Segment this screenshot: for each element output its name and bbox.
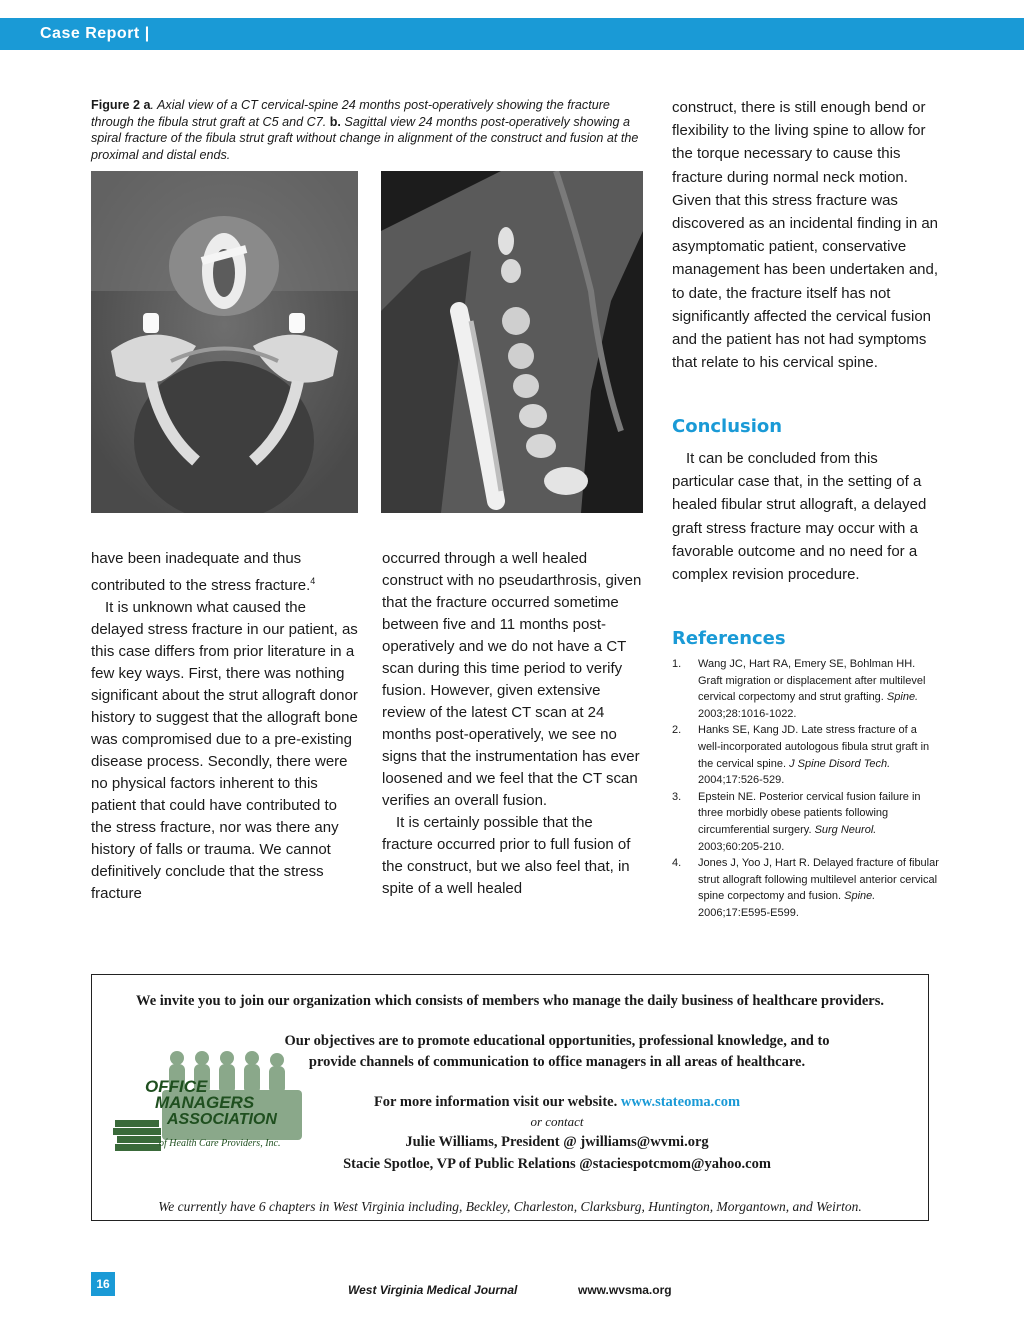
reference-citation: 2003;28:1016-1022. <box>698 707 797 720</box>
reference-citation: 2004;17:526-529. <box>698 774 785 787</box>
conclusion-body <box>672 447 932 586</box>
col1-paragraph-2: It is unknown what caused the delayed stress fracture in our patient, as this case differs from prior literature in a few key ways. First, there was nothing significant about the strut allograft donor history to suggest that the allograft bone was compromised due to a pre-existing disease process. Secondly, there were no physical factors inherent to this patient that could have contributed to the stress fracture, nor was there any history of falls or trauma. We cannot definitively conclude that the stress fracture <box>91 599 358 902</box>
reference-citation: 2006;17:E595-E599. <box>698 906 799 919</box>
caption-text-b: Sagittal view 24 months post-operatively showing a spiral fracture of the fibula strut graft without change in alignment of the construct and fusion at the proximal and distal ends. <box>91 114 639 162</box>
reference-journal: Surg Neurol. <box>814 823 877 836</box>
reference-journal: J Spine Disord Tech. <box>789 757 891 770</box>
reference-text: Epstein NE. Posterior cervical fusion failure in three morbidly obese patients following circumferential surgery. <box>698 790 921 836</box>
ad-objectives-line-2: provide channels of communication to office managers in all areas of healthcare. <box>308 1054 806 1070</box>
header-bar <box>0 18 1024 50</box>
reference-number: 3. <box>672 790 682 803</box>
reference-journal: Spine. <box>886 691 919 704</box>
ad-contact-vp[interactable]: Stacie Spotloe, VP of Public Relations @staciespotcmom@yahoo.com <box>343 1156 771 1172</box>
conclusion-heading: Conclusion <box>672 416 783 437</box>
reference-text: Jones J, Yoo J, Hart R. Delayed fracture of fibular strut allograft following multilevel anterior cervical spine corpectomy and fusion. <box>698 857 939 903</box>
ad-more-info: For more information visit our website. <box>373 1094 621 1110</box>
col3-paragraph-1: construct, there is still enough bend or flexibility to the living spine to allow for the torque necessary to cause this fracture during normal neck motion. Given that this stress fracture was discovered as an incidental finding in an asymptomatic patient, conservative management has been undertaken and, to date, the fracture itself has not significantly affected the cervical fusion and the patient has not had symptoms that relate to his cervical spine. <box>672 99 939 372</box>
caption-label-a: Figure 2 a <box>91 98 151 112</box>
ad-contact-president[interactable]: Julie Williams, President @ jwilliams@wvmi.org <box>405 1134 709 1150</box>
references-heading: References <box>672 628 786 649</box>
figure-2b-sagittal-ct <box>381 171 643 513</box>
office-managers-association-logo <box>107 1050 307 1160</box>
caption-label-b: b. <box>329 114 341 129</box>
reference-item <box>672 855 942 921</box>
body-column-1 <box>91 548 361 905</box>
ad-invite: We invite you to join our organization which consists of members who manage the daily business of healthcare providers. <box>136 993 884 1009</box>
col1-paragraph-1: have been inadequate and thus contributed to the stress fracture. <box>91 550 311 594</box>
body-column-3 <box>672 96 942 374</box>
reference-item <box>672 722 942 788</box>
section-title: Case Report | <box>40 25 150 42</box>
reference-number: 2. <box>672 724 682 737</box>
citation-superscript: 4 <box>310 576 316 586</box>
logo-subtitle: of Health Care Providers, Inc. <box>159 1138 281 1149</box>
reference-number: 4. <box>672 857 682 870</box>
col2-paragraph-2: It is certainly possible that the fracture occurred prior to full fusion of the construct, but we also feel that, in spite of a well healed <box>382 814 631 897</box>
reference-item <box>672 656 942 722</box>
page-number: 16 <box>91 1272 115 1296</box>
footer-journal: West Virginia Medical Journal <box>348 1283 518 1297</box>
caption-text-a: . Axial view of a CT cervical-spine 24 months post-operatively showing the fracture through the fibula strut graft at C5 and C7. <box>91 98 610 129</box>
logo-managers: MANAGERS <box>155 1093 255 1112</box>
figure-caption <box>91 97 646 163</box>
reference-citation: 2003;60:205-210. <box>698 840 785 853</box>
conclusion-paragraph: It can be concluded from this particular case that, in the setting of a healed fibular strut allograft, a delayed graft stress fracture may occur with a favorable outcome and no need for a complex revision procedure. <box>672 450 927 584</box>
ad-chapters: We currently have 6 chapters in West Virginia including, Beckley, Charleston, Clarksburg, Huntington, Morgantown, and Weirton. <box>158 1199 862 1214</box>
ad-website-link[interactable]: www.stateoma.com <box>620 1094 741 1110</box>
association-advertisement <box>91 974 929 1221</box>
logo-association: ASSOCIATION <box>167 1111 277 1128</box>
footer-url[interactable]: www.wvsma.org <box>578 1283 672 1297</box>
col2-paragraph-1: occurred through a well healed construct with no pseudarthrosis, given that the fracture occurred sometime between five and 11 months post-operatively and we do not have a CT scan during this time period to verify fusion. However, given extensive review of the latest CT scan at 24 months post-operatively, we see no signs that the instrumentation has ever loosened and we feel that the CT scan verifies an overall fusion. <box>382 550 642 809</box>
ad-objectives-line-1: Our objectives are to promote educational opportunities, professional knowledge, and to <box>284 1033 830 1049</box>
references-list <box>672 656 942 922</box>
body-column-2 <box>382 548 642 900</box>
reference-journal: Spine. <box>844 890 876 903</box>
reference-number: 1. <box>672 658 682 670</box>
reference-text: Hanks SE, Kang JD. Late stress fracture of a well-incorporated autologous fibula strut graft in the cervical spine. <box>698 724 930 770</box>
reference-item <box>672 789 942 855</box>
reference-text: Wang JC, Hart RA, Emery SE, Bohlman HH. Graft migration or displacement after multilevel cervical corpectomy and strut grafting. <box>698 658 926 704</box>
ad-or-contact: or contact <box>530 1114 584 1129</box>
logo-office: OFFICE <box>145 1077 208 1096</box>
figure-2a-axial-ct <box>91 171 358 513</box>
